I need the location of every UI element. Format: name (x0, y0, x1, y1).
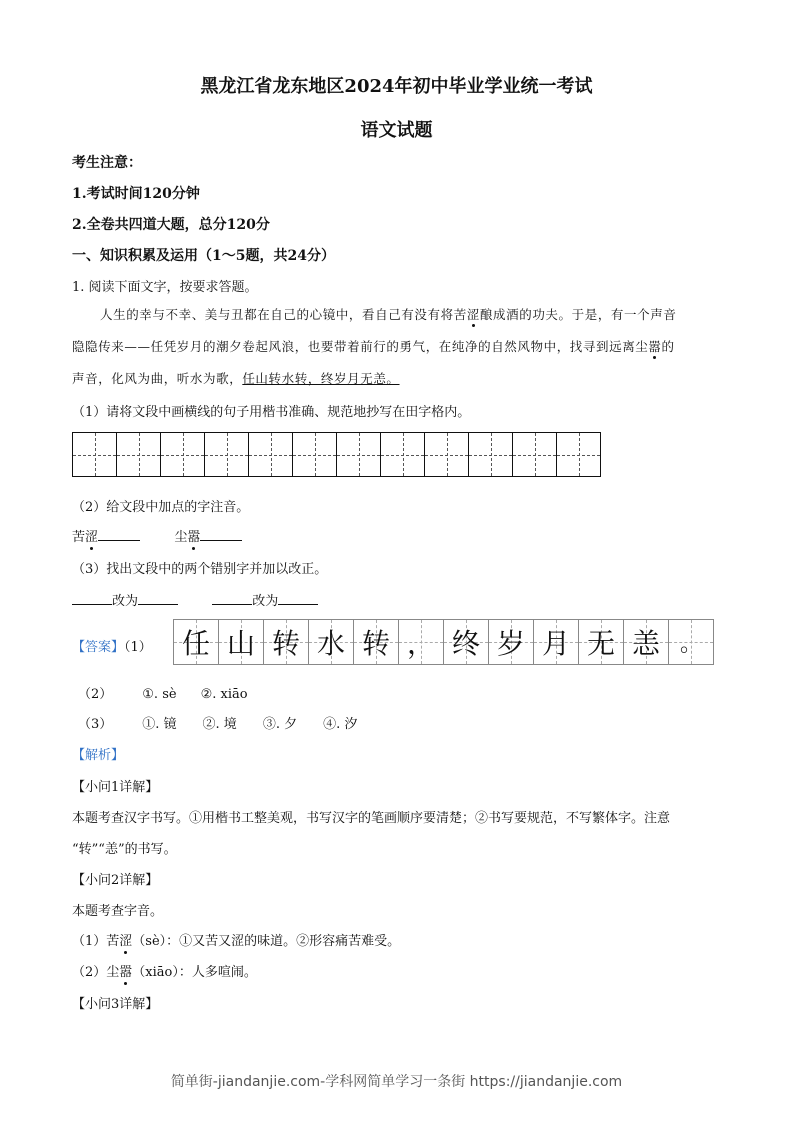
answer-cell: 恙 (623, 619, 669, 665)
answer-cell: 终 (443, 619, 489, 665)
correction-blank-2[interactable] (138, 592, 178, 605)
answer-cell: 岁 (488, 619, 534, 665)
answer-grid (173, 619, 713, 665)
tianzige-grid[interactable] (72, 432, 600, 477)
answer-cell: 山 (218, 619, 264, 665)
dotted-char-xiao: 嚣 (648, 339, 662, 354)
answer-tag: 【答案】 (72, 640, 125, 655)
answer-cell: 转 (263, 619, 309, 665)
detail-2-line-2: （1）苦涩（sè）：①又苦又涩的味道。②形容痛苦难受。 (72, 934, 401, 949)
answer-3-row: （3） ①. 镜 ②. 境 ③. 夕 ④. 汐 (78, 717, 358, 732)
passage-line-1: 人生的幸与不幸、美与丑都在自己的心镜中，看自己有没有将苦涩酿成酒的功夫。于是，有一个声音 (100, 307, 677, 322)
notice-item-1: 1.考试时间120分钟 (72, 186, 200, 202)
passage-line-3: 声音，化风为曲，听水为歌，任山转水转，终岁月无恙。 (72, 371, 400, 386)
sub-question-2: （2）给文段中加点的字注音。 (72, 500, 250, 515)
grid-cell[interactable] (336, 432, 381, 477)
question-1-prompt: 1. 阅读下面文字，按要求答题。 (72, 280, 258, 295)
answer-2-row: （2） ①. sè ②. xiāo (78, 687, 248, 702)
detail-1-heading: 【小问1详解】 (72, 780, 159, 795)
grid-cell[interactable] (72, 432, 117, 477)
answer-cell: 转 (353, 619, 399, 665)
grid-cell[interactable] (512, 432, 557, 477)
grid-cell[interactable] (116, 432, 161, 477)
answer-cell: 任 (173, 619, 219, 665)
dotted-char-se: 涩 (466, 307, 480, 322)
grid-cell[interactable] (424, 432, 469, 477)
pinyin-blank-row: 苦涩 尘嚣 (72, 526, 242, 545)
answer-cell: 水 (308, 619, 354, 665)
correction-blank-1[interactable] (72, 592, 112, 605)
detail-2-heading: 【小问2详解】 (72, 873, 159, 888)
answer-cell: 。 (668, 619, 714, 665)
grid-cell[interactable] (160, 432, 205, 477)
sub-question-3: （3）找出文段中的两个错别字并加以改正。 (72, 562, 328, 577)
detail-2-line-3: （2）尘嚣（xiāo）：人多喧闹。 (72, 965, 257, 980)
passage-line-2: 隐隐传来——任凭岁月的潮夕卷起风浪，也要带着前行的勇气，在纯净的自然风物中，找寻到远离尘嚣的 (72, 339, 675, 354)
notice-item-2: 2.全卷共四道大题，总分120分 (72, 217, 270, 233)
correction-blank-3[interactable] (212, 592, 252, 605)
grid-cell[interactable] (248, 432, 293, 477)
exam-subtitle: 语文试题 (360, 120, 433, 141)
correction-blank-4[interactable] (278, 592, 318, 605)
detail-3-heading: 【小问3详解】 (72, 997, 159, 1012)
answer-cell: 无 (578, 619, 624, 665)
correction-blank-row: 改为 改为 (72, 590, 318, 609)
exam-title: 黑龙江省龙东地区2024年初中毕业学业统一考试 (200, 76, 593, 97)
grid-cell[interactable] (468, 432, 513, 477)
grid-cell[interactable] (380, 432, 425, 477)
answer-cell: 月 (533, 619, 579, 665)
answer-heading: 【答案】（1） (72, 640, 152, 655)
section-heading: 一、知识积累及运用（1～5题，共24分） (72, 248, 335, 264)
pinyin-blank-2[interactable] (200, 528, 242, 541)
grid-cell[interactable] (292, 432, 337, 477)
answer-cell: ， (398, 619, 444, 665)
grid-cell[interactable] (556, 432, 601, 477)
detail-2-line-1: 本题考查字音。 (72, 904, 164, 919)
analysis-tag: 【解析】 (72, 748, 125, 763)
underlined-sentence: 任山转水转，终岁月无恙。 (242, 371, 400, 386)
footer-text: 简单街-jiandanjie.com-学科网简单学习一条街 https://jiandanjie.com (170, 1074, 623, 1090)
detail-1-line-1: 本题考查汉字书写。①用楷书工整美观，书写汉字的笔画顺序要清楚；②书写要规范，不写繁体字。注意 (72, 811, 671, 826)
notice-heading: 考生注意： (72, 155, 142, 171)
pinyin-blank-1[interactable] (98, 528, 140, 541)
grid-cell[interactable] (204, 432, 249, 477)
detail-1-line-2: “转”“恙”的书写。 (72, 842, 177, 857)
sub-question-1: （1）请将文段中画横线的句子用楷书准确、规范地抄写在田字格内。 (72, 405, 471, 420)
